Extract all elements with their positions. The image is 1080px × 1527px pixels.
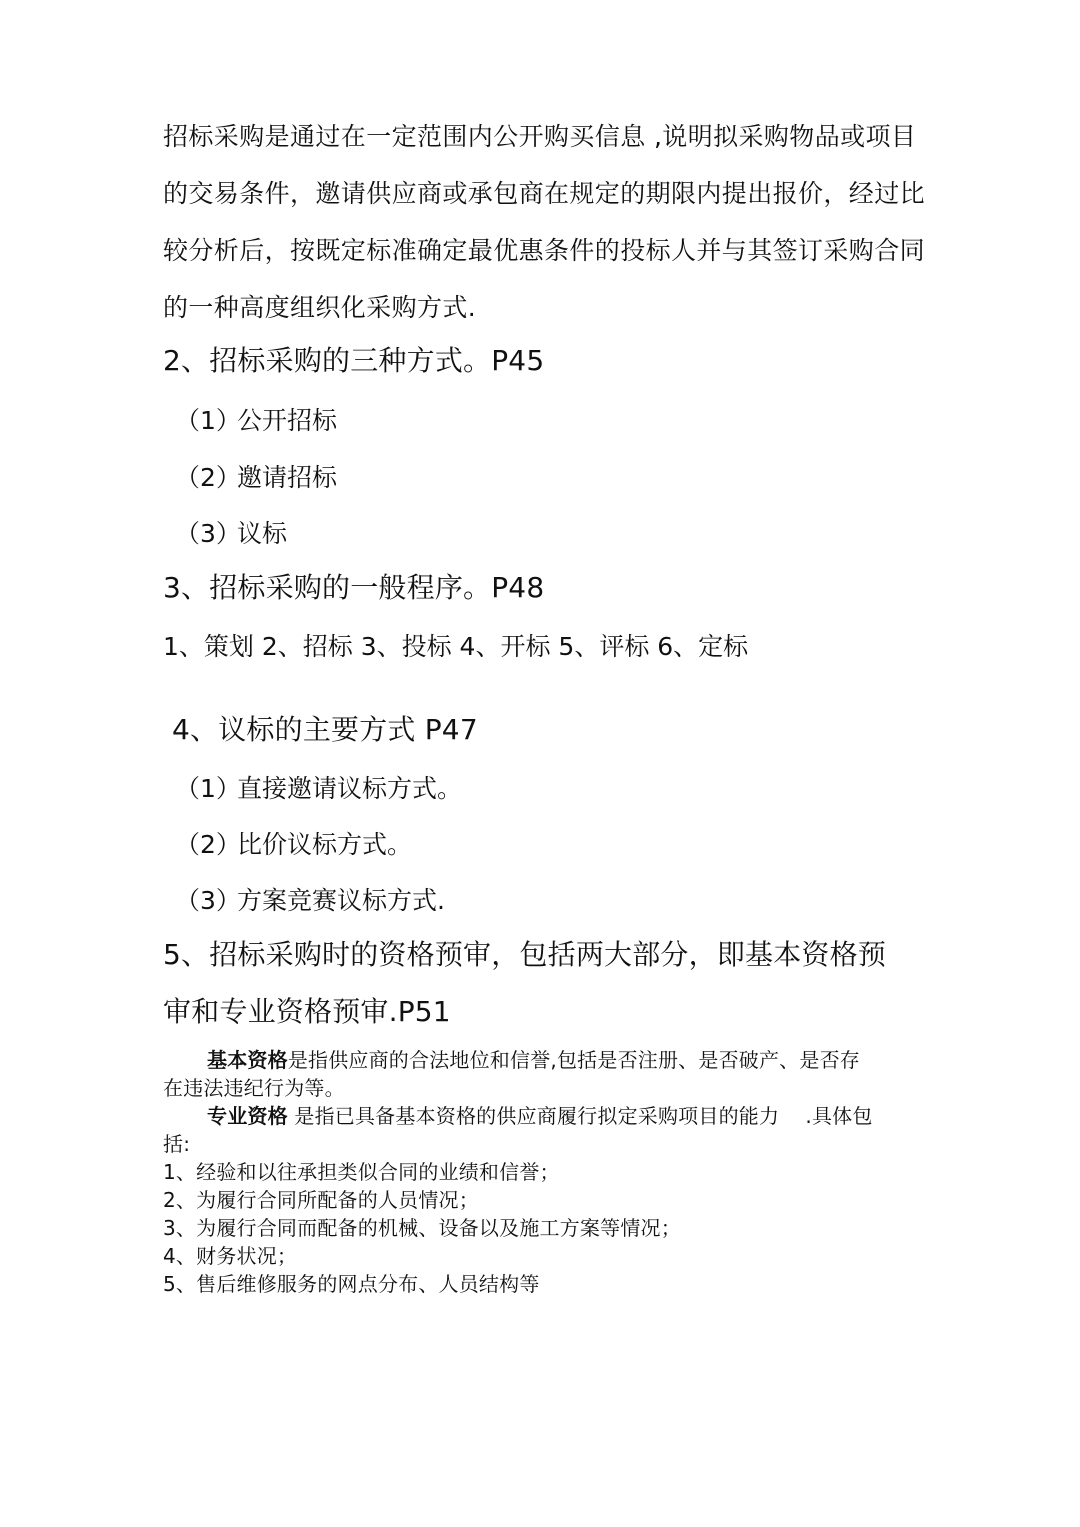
professional-qualification-term: 专业资格 (207, 1104, 288, 1128)
professional-qualification-line-1 (207, 1104, 873, 1128)
section-4-item-3 (175, 886, 445, 916)
basic-qualification-definition: 是指供应商的合法地位和信誉,包括是否注册、是否破产、是否存 (287, 1048, 860, 1072)
section-2-item-1 (175, 406, 337, 436)
item-text: 公开招标 (237, 406, 338, 435)
basic-qualification-line-1 (207, 1048, 860, 1072)
item-text: 比价议标方式。 (237, 830, 413, 859)
section-3-sequence: 1、策划 2、招标 3、投标 4、开标 5、评标 6、定标 (163, 632, 749, 661)
list-item: 1、经验和以往承担类似合同的业绩和信誉； (163, 1160, 560, 1184)
section-3-heading: 3、招标采购的一般程序。P48 (163, 571, 545, 604)
list-item: 2、为履行合同所配备的人员情况； (163, 1188, 479, 1212)
intro-line-3: 较分析后，按既定标准确定最优惠条件的投标人并与其签订采购合同 (163, 236, 926, 265)
basic-qualification-line-2: 在违法违纪行为等。 (163, 1076, 345, 1100)
item-text: 议标 (237, 519, 288, 548)
item-number: （3） (175, 519, 241, 548)
section-2-item-2 (175, 463, 337, 493)
item-text: 邀请招标 (237, 463, 338, 492)
item-number: （2） (175, 463, 241, 492)
professional-qualification-line-2: 括: (163, 1132, 191, 1156)
item-number: （3） (175, 886, 241, 915)
item-number: （2） (175, 830, 241, 859)
list-item: 4、财务状况； (163, 1244, 298, 1268)
section-2-item-3 (175, 519, 287, 549)
item-number: （1） (175, 406, 241, 435)
section-4-item-2 (175, 830, 412, 860)
basic-qualification-term: 基本资格 (207, 1048, 288, 1072)
intro-line-4: 的一种高度组织化采购方式. (163, 293, 477, 322)
section-5-heading-line-1: 5、招标采购时的资格预审，包括两大部分，即基本资格预 (163, 938, 887, 971)
section-4-heading: 4、议标的主要方式 P47 (172, 713, 478, 746)
section-5-heading-line-2: 审和专业资格预审.P51 (163, 995, 451, 1028)
section-4-item-1 (175, 774, 462, 804)
professional-qualification-definition: 是指已具备基本资格的供应商履行拟定采购项目的能力 .具体包 (287, 1104, 873, 1128)
list-item: 5、售后维修服务的网点分布、人员结构等 (163, 1272, 540, 1296)
intro-line-2: 的交易条件，邀请供应商或承包商在规定的期限内提出报价，经过比 (163, 179, 926, 208)
list-item: 3、为履行合同而配备的机械、设备以及施工方案等情况； (163, 1216, 681, 1240)
item-number: （1） (175, 774, 241, 803)
section-2-heading: 2、招标采购的三种方式。P45 (163, 344, 545, 377)
item-text: 直接邀请议标方式。 (237, 774, 463, 803)
intro-line-1: 招标采购是通过在一定范围内公开购买信息 ,说明拟采购物品或项目 (163, 122, 917, 151)
item-text: 方案竞赛议标方式. (237, 886, 445, 915)
